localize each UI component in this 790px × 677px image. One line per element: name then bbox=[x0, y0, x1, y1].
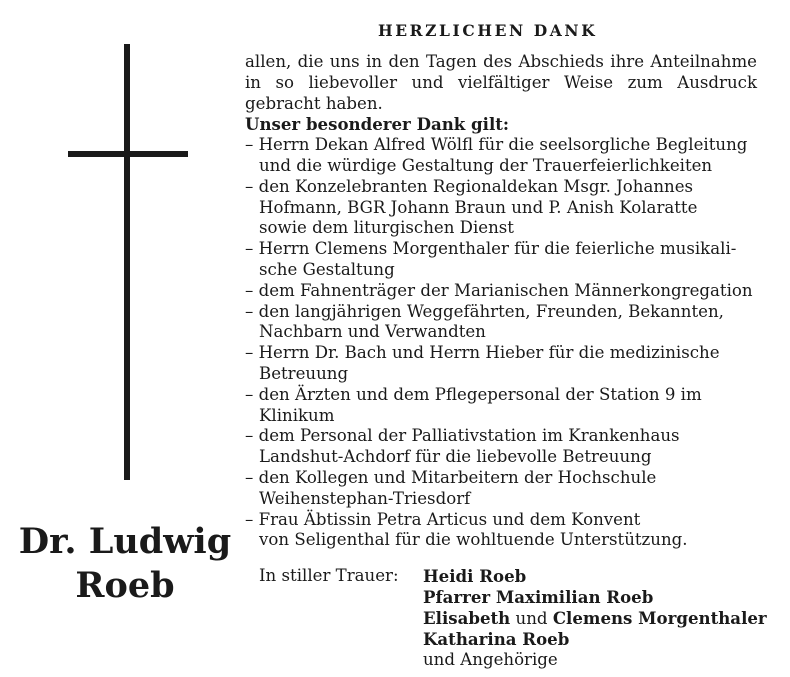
mourners-label: In stiller Trauer: bbox=[259, 566, 399, 585]
thanks-text bbox=[245, 52, 757, 551]
list-item: – den Kollegen und Mitarbeitern der Hochschule Weihenstephan-Triesdorf bbox=[245, 467, 657, 508]
cross-horizontal-bar bbox=[68, 151, 188, 157]
list-item: – Herrn Dr. Bach und Herrn Hieber für die medizinische Betreuung bbox=[245, 343, 720, 383]
list-item: – den Ärzten und dem Pflegepersonal der Station 9 im Klinikum bbox=[245, 384, 702, 425]
mourner-name: Clemens Morgenthaler bbox=[552, 607, 767, 628]
deceased-name-line1: Dr. Ludwig bbox=[18, 521, 232, 562]
thanks-list bbox=[245, 135, 757, 551]
list-item: – den langjährigen Weggefährten, Freunden, Bekannten, Nachbarn und Verwandten bbox=[245, 301, 724, 342]
mourner-joiner: und bbox=[515, 608, 548, 628]
mourner-couple bbox=[423, 608, 767, 630]
mourners-list bbox=[423, 566, 767, 671]
mourner-name: Heidi Roeb bbox=[423, 566, 527, 586]
list-item: – Herrn Clemens Morgenthaler für die feierliche musikali- sche Gestaltung bbox=[245, 239, 737, 279]
thanks-heading: Unser besonderer Dank gilt: bbox=[245, 114, 510, 135]
mourner-name: Elisabeth bbox=[423, 607, 511, 628]
intro-paragraph: allen, die uns in den Tagen des Abschieds ihre Anteilnahme in so liebevoller und vielfältiger Weise zum Ausdruck gebracht haben. bbox=[245, 52, 757, 113]
cross-vertical-bar bbox=[124, 44, 130, 480]
mourner-name: Pfarrer Maximilian Roeb bbox=[423, 586, 654, 607]
list-item: – dem Personal der Palliativstation im Krankenhaus Landshut-Achdorf für die liebevolle Betreuung bbox=[245, 426, 680, 467]
mourner-name: Katharina Roeb bbox=[423, 629, 570, 650]
page-title: HERZLICHEN DANK bbox=[378, 21, 598, 40]
deceased-name-line2: Roeb bbox=[75, 565, 175, 606]
list-item: – dem Fahnenträger der Marianischen Männerkongregation bbox=[245, 280, 753, 300]
deceased-name bbox=[10, 520, 240, 608]
list-item: – den Konzelebranten Regionaldekan Msgr. Johannes Hofmann, BGR Johann Braun und P. Anish Kolaratte sowie dem liturgischen Dienst bbox=[245, 176, 698, 238]
list-item: – Frau Äbtissin Petra Articus und dem Konvent von Seligenthal für die wohltuende Unterstützung. bbox=[245, 509, 688, 550]
list-item: – Herrn Dekan Alfred Wölfl für die seelsorgliche Begleitung und die würdige Gestaltung der Trauerfeierlichkeiten bbox=[245, 135, 748, 175]
mourners-closing: und Angehörige bbox=[423, 650, 558, 670]
